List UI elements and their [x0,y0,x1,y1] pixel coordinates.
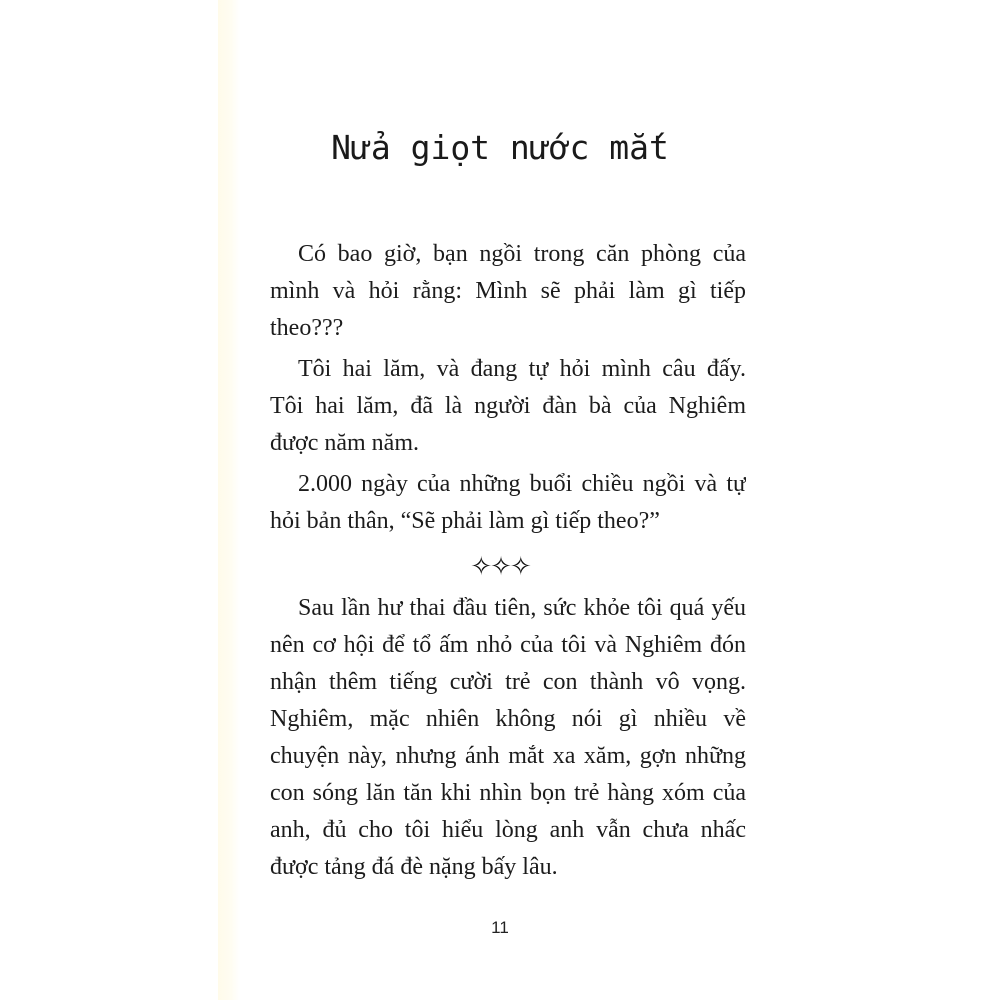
text-line: con sóng lăn tăn khi nhìn bọn trẻ hàng xóm của [270,780,746,806]
text-line: Có bao giờ, bạn ngồi trong căn phòng của [298,241,746,267]
text-line: nhận thêm tiếng cười trẻ con thành vô vọng. [270,669,746,695]
paragraph-2 [270,351,746,462]
text-line: Nghiêm, mặc nhiên không nói gì nhiều về [270,706,746,732]
text-line: nên cơ hội để tổ ấm nhỏ của tôi và Nghiêm đón [270,632,746,658]
page-number: 11 [491,918,509,937]
text-line: Tôi hai lăm, đã là người đàn bà của Nghiêm [270,393,746,419]
text-line: hỏi bản thân, “Sẽ phải làm gì tiếp theo?” [270,508,660,534]
section-ornament-icon: ✧✧✧ [470,552,530,582]
text-line: theo??? [270,315,344,341]
text-line: được năm năm. [270,430,419,456]
text-line: được tảng đá đè nặng bấy lâu. [270,854,558,880]
paragraph-1 [270,236,746,347]
paragraph-3 [270,466,746,540]
text-line: chuyện này, nhưng ánh mắt xa xăm, gợn những [270,743,746,769]
text-line: Tôi hai lăm, và đang tự hỏi mình câu đấy. [298,356,746,382]
text-line: anh, đủ cho tôi hiểu lòng anh vẫn chưa nhấc [270,817,746,843]
text-line: mình và hỏi rằng: Mình sẽ phải làm gì tiếp [270,278,746,304]
chapter-title: Nửa giọt nước mắt [331,128,669,167]
text-line: Sau lần hư thai đầu tiên, sức khỏe tôi quá yếu [298,595,746,621]
paragraph-4 [270,590,746,886]
text-line: 2.000 ngày của những buổi chiều ngồi và tự [298,471,746,497]
